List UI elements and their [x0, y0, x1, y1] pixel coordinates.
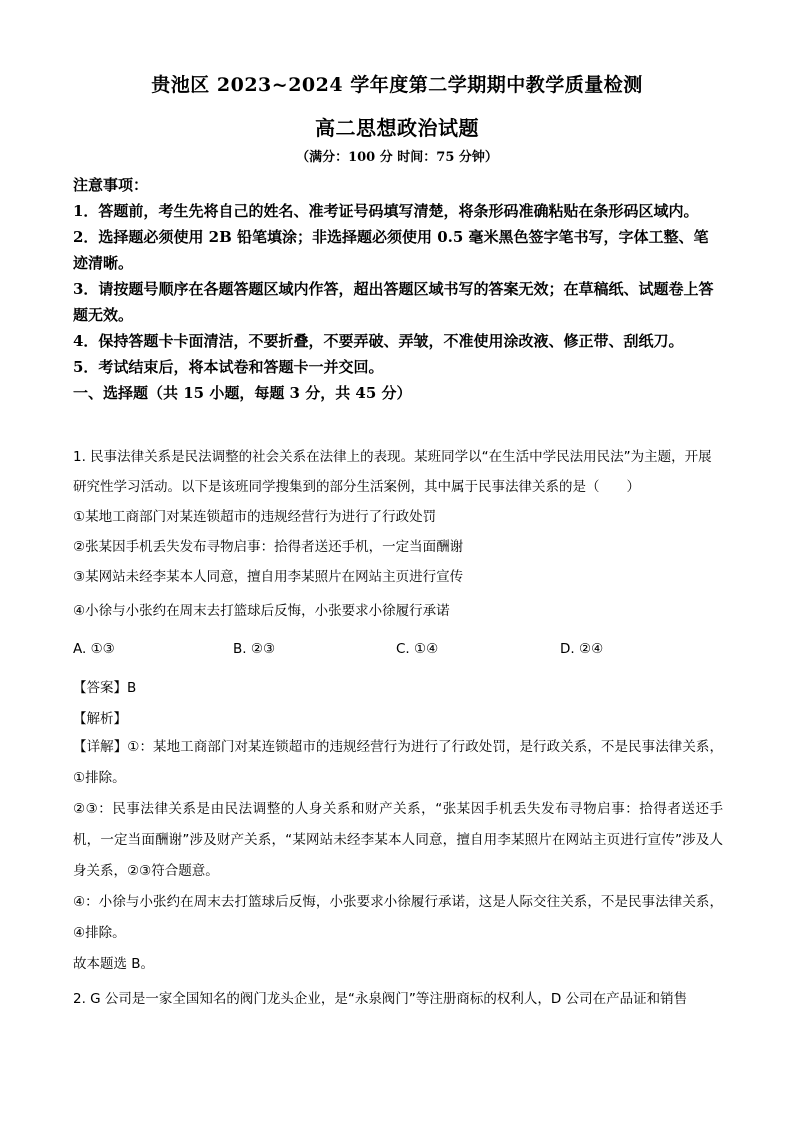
- notice-block: [73, 172, 723, 406]
- option-b: B. ②③: [233, 641, 276, 657]
- detail-paragraph: 【详解】①：某地工商部门对某连锁超市的违规经营行为进行了行政处罚，是行政关系，不是民事法律关系，①排除。: [73, 739, 723, 786]
- statement-item: ②张某因手机丢失发布寻物启事：拾得者送还手机，一定当面酬谢: [73, 539, 464, 555]
- notice-item: 2．选择题必须使用 2B 铅笔填涂；非选择题必须使用 0.5 毫米黑色签字笔书写，字体工整、笔迹清晰。: [73, 228, 709, 272]
- detail-paragraph: ②③：民事法律关系是由民法调整的人身关系和财产关系，“张某因手机丢失发布寻物启事：拾得者送还手机，一定当面酬谢”涉及财产关系，“某网站未经李某本人同意，擅自用李某照片在网站主页进行宣传”涉及人身关系，②③符合题意。: [73, 801, 723, 879]
- notice-heading: 注意事项：: [73, 176, 149, 194]
- option-d: D. ②④: [560, 641, 604, 657]
- question-stem: 2. G 公司是一家全国知名的阀门龙头企业，是“永泉阀门”等注册商标的权利人，D 公司在产品证和销售: [73, 991, 688, 1007]
- detail-paragraph: ④：小徐与小张约在周末去打篮球后反悔，小张要求小徐履行承诺，这是人际交往关系，不是民事法律关系，④排除。: [73, 894, 723, 941]
- statement-item: ④小徐与小张约在周末去打篮球后反悔，小张要求小徐履行承诺: [73, 603, 450, 619]
- notice-item: 1．答题前，考生先将自己的姓名、准考证号码填写清楚，将条形码准确粘贴在条形码区域内。: [73, 202, 699, 220]
- exam-title: 贵池区 2023~2024 学年度第二学期期中教学质量检测: [151, 74, 643, 96]
- statement-item: ①某地工商部门对某连锁超市的违规经营行为进行了行政处罚: [73, 509, 437, 525]
- question-1: [73, 442, 723, 626]
- question-2: [73, 984, 723, 1015]
- notice-item: 5．考试结束后，将本试卷和答题卡一并交回。: [73, 358, 384, 376]
- detail-paragraph: 故本题选 B。: [73, 956, 155, 972]
- question-stem: 1. 民事法律关系是民法调整的社会关系在法律上的表现。某班同学以“在生活中学民法用民法”为主题，开展研究性学习活动。以下是该班同学搜集到的部分生活案例，其中属于民事法律关系的是（ ）: [73, 449, 712, 495]
- notice-item: 3．请按题号顺序在各题答题区域内作答，超出答题区域书写的答案无效；在草稿纸、试题卷上答题无效。: [73, 280, 714, 324]
- answer-label: 【答案】B: [73, 680, 137, 696]
- option-a: A. ①③: [73, 641, 115, 657]
- answer-options: [73, 641, 723, 667]
- subject-title: 高二思想政治试题: [315, 116, 479, 140]
- notice-item: 4．保持答题卡卡面清洁，不要折叠，不要弄破、弄皱，不准使用涂改液、修正带、刮纸刀。: [73, 332, 684, 350]
- section-heading: 一、选择题（共 15 小题，每题 3 分，共 45 分）: [73, 384, 412, 402]
- analysis-detail: [73, 732, 723, 980]
- statement-item: ③某网站未经李某本人同意，擅自用李某照片在网站主页进行宣传: [73, 569, 464, 585]
- option-c: C. ①④: [396, 641, 439, 657]
- exam-info: （满分：100 分 时间：75 分钟）: [296, 150, 498, 165]
- analysis-label: 【解析】: [73, 711, 127, 727]
